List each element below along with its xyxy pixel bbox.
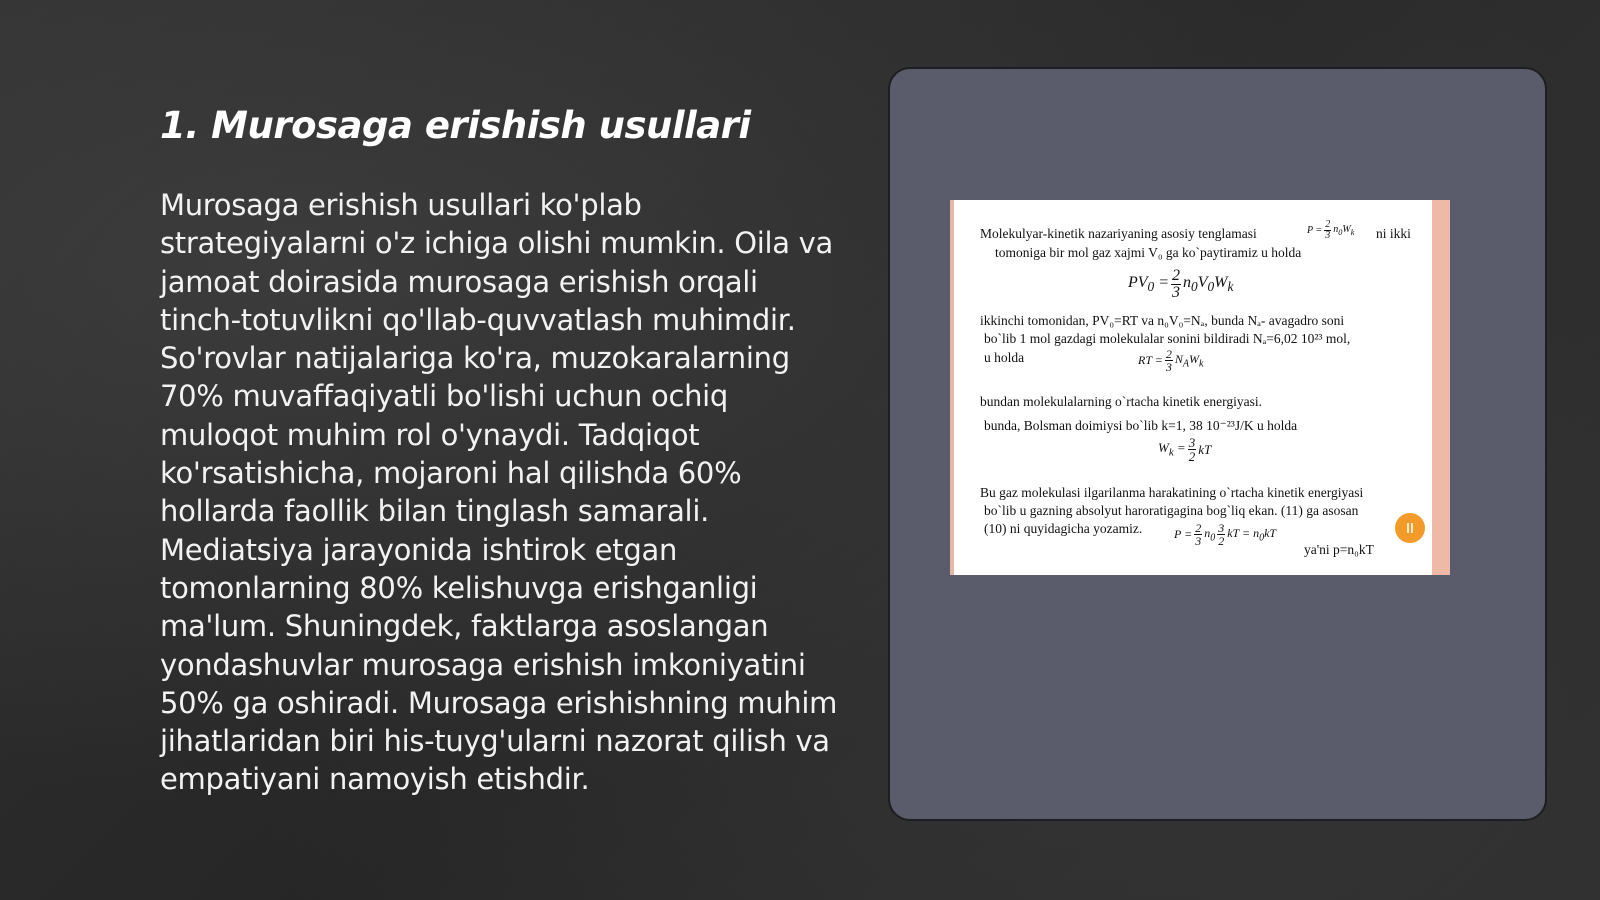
document-left-edge: [950, 200, 954, 575]
document-formula-pressure: P = $\frac{2}{3}$ $n_0W_k$: [1307, 219, 1355, 241]
document-line: Molekulyar-kinetik nazariyaning asosiy tenglamasi: [980, 226, 1257, 241]
document-line: ni ikki: [1376, 226, 1411, 241]
document-formula-rt: RT = $\frac{2}{3}$ $N_AW_k$: [1138, 347, 1204, 374]
document-formula-wk: $W_k$ = $\frac{3}{2}$ kT: [1158, 435, 1212, 464]
document-line: bundan molekulalarning o`rtacha kinetik energiyasi.: [980, 394, 1263, 409]
slide-title: 1. Murosaga erishish usullari: [160, 104, 751, 147]
document-right-edge: [1432, 200, 1450, 575]
document-line: tomoniga bir mol gaz xajmi V₀ ga ko`paytiramiz u holda: [995, 245, 1302, 260]
document-line: Bu gaz molekulasi ilgarilanma harakatining o`rtacha kinetik energiyasi: [980, 485, 1364, 500]
document-line: u holda: [984, 350, 1025, 365]
document-line: ya'ni p=n₀kT: [1304, 542, 1374, 557]
document-formula-pv: $PV_0$ = $\frac{2}{3}$ $n_0V_0W_k$: [1128, 267, 1234, 301]
document-line: bo`lib u gazning absolyut haroratigagina bog`liq ekan. (11) ga asosan: [984, 503, 1359, 518]
physics-document-image: [950, 200, 1450, 575]
document-line: bunda, Bolsman doimiysi bo`lib k=1, 38 10⁻²³J/K u holda: [984, 418, 1298, 433]
orange-pause-dot-icon: [1395, 513, 1425, 543]
document-formula-p: P = $\frac{2}{3}$ $n_0$ $\frac{3}{2}$ kT = $n_0kT$: [1174, 521, 1277, 548]
document-line: bo`lib 1 mol gazdagi molekulalar sonini bildiradi Nₐ=6,02 10²³ mol,: [984, 331, 1351, 346]
slide-body-text: Murosaga erishish usullari ko'plab strategiyalarni o'z ichiga olishi mumkin. Oila va jamoat doirasida murosaga erishish orqali tinch-totuvlikni qo'llab-quvvatlash muhimdir. So'rovlar natijalariga ko'ra, muzokaralarning 70% muvaffaqiyatli bo'lishi uchun ochiq muloqot muhim rol o'ynaydi. Tadqiqot ko'rsatishicha, mojaroni hal qilishda 60% hollarda faollik bilan tinglash samarali. Mediatsiya jarayonida ishtirok etgan tomonlarning 80% kelishuvga erishganligi ma'lum. Shuningdek, faktlarga asoslangan yondashuvlar murosaga erishish imkoniyatini 50% ga oshiradi. Murosaga erishishning muhim jihatlaridan biri his-tuyg'ularni nazorat qilish va empatiyani namoyish etishdir.: [160, 188, 838, 797]
document-line: (10) ni quyidagicha yozamiz.: [984, 521, 1143, 536]
document-line: ikkinchi tomonidan, PV₀=RT va n₀V₀=Nₐ, bunda Nₐ- avagadro soni: [980, 313, 1345, 328]
